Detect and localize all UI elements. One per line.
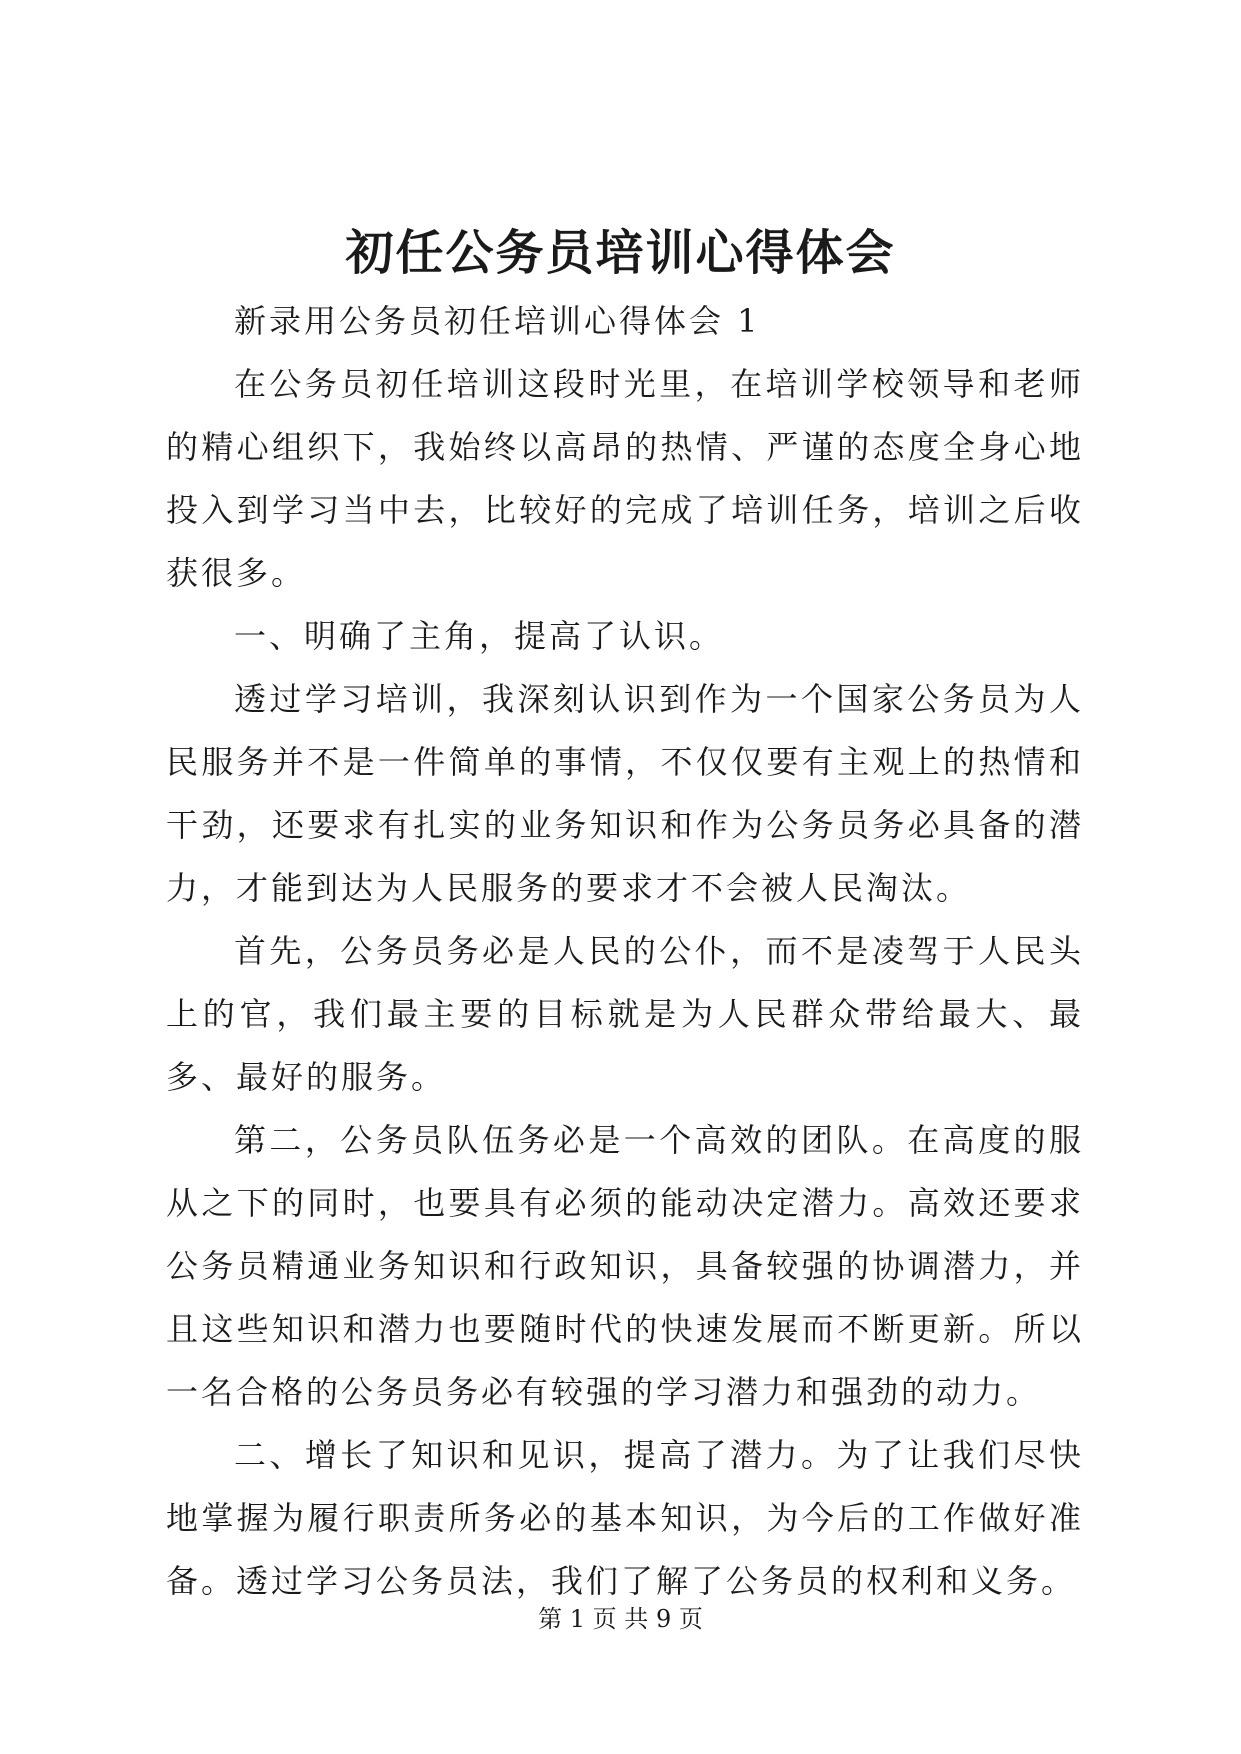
paragraph-heading: 新录用公务员初任培训心得体会 1 — [234, 302, 761, 340]
document-body — [166, 290, 1084, 1613]
paragraph: 透过学习培训，我深刻认识到作为一个国家公务员为人民服务并不是一件简单的事情，不仅仅要有主观上的热情和干劲，还要求有扎实的业务知识和作为公务员务必具备的潜力，才能到达为人民服务的要求才不会被人民淘汰。 — [166, 680, 1084, 907]
document-title: 初任公务员培训心得体会 — [345, 225, 896, 281]
paragraph: 首先，公务员务必是人民的公仆，而不是凌驾于人民头上的官，我们最主要的目标就是为人民群众带给最大、最多、最好的服务。 — [166, 932, 1084, 1096]
paragraph: 二、增长了知识和见识，提高了潜力。为了让我们尽快地掌握为履行职责所务必的基本知识，为今后的工作做好准备。透过学习公务员法，我们了解了公务员的权利和义务。 — [166, 1436, 1084, 1600]
page-footer: 第 1 页 共 9 页 — [538, 1605, 703, 1633]
paragraph: 第二，公务员队伍务必是一个高效的团队。在高度的服从之下的同时，也要具有必须的能动决定潜力。高效还要求公务员精通业务知识和行政知识，具备较强的协调潜力，并且这些知识和潜力也要随时代的快速发展而不断更新。所以一名合格的公务员务必有较强的学习潜力和强劲的动力。 — [166, 1121, 1084, 1411]
paragraph-section-heading: 一、明确了主角，提高了认识。 — [234, 617, 725, 655]
paragraph: 在公务员初任培训这段时光里，在培训学校领导和老师的精心组织下，我始终以高昂的热情、严谨的态度全身心地投入到学习当中去，比较好的完成了培训任务，培训之后收获很多。 — [166, 365, 1084, 592]
